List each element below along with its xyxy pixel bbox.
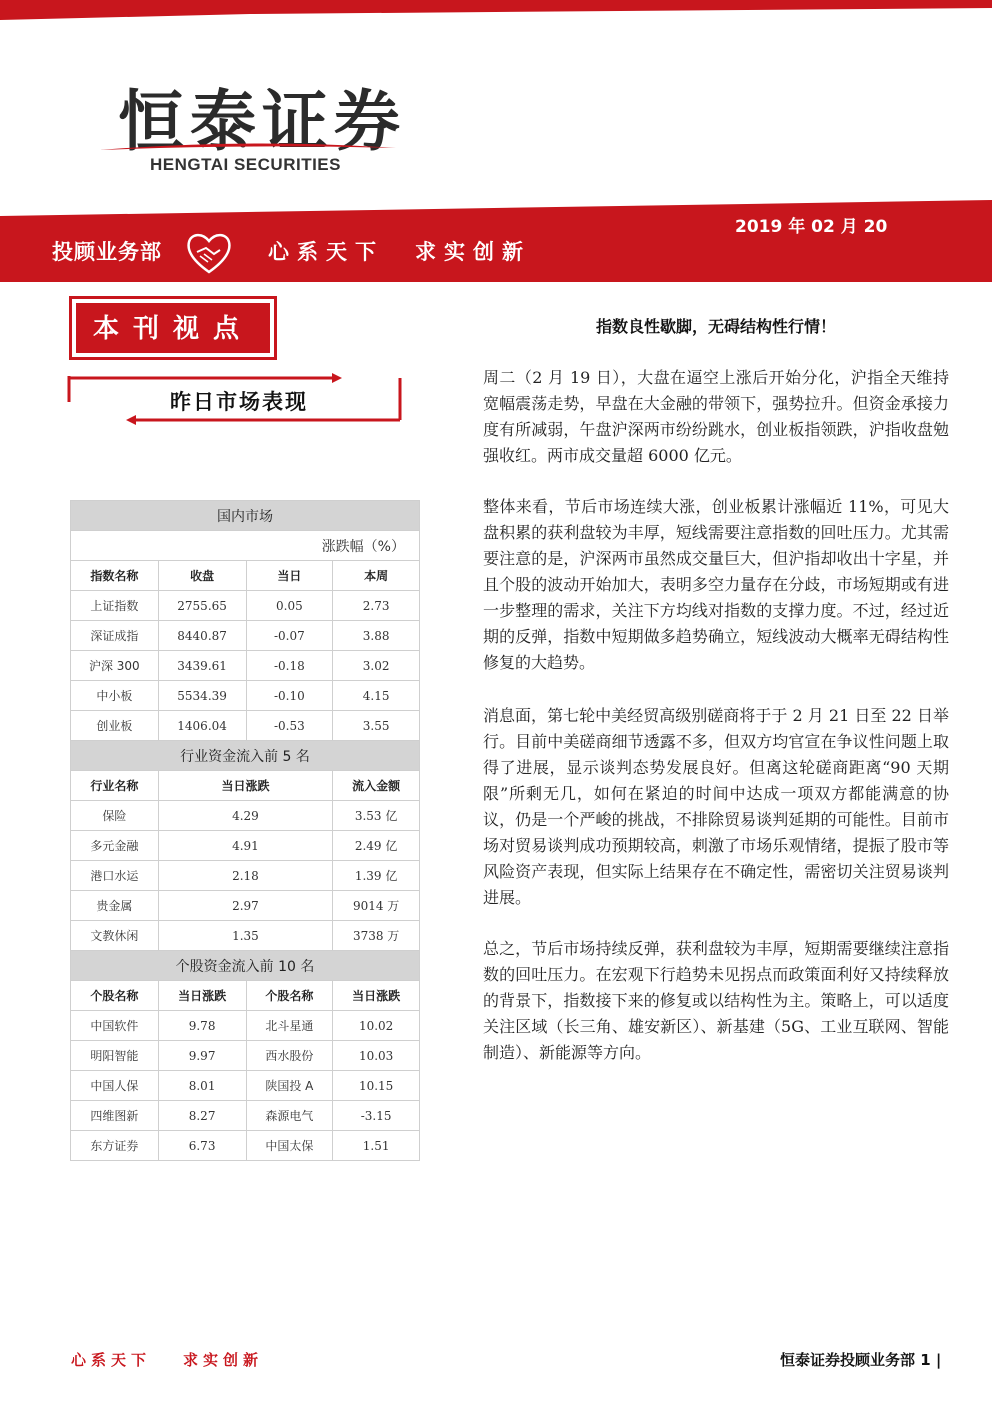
column-header: 当日 (246, 561, 333, 591)
index-name-cell: 中小板 (71, 681, 159, 711)
table-row (71, 591, 420, 621)
market-performance-label: 昨日市场表现 (170, 389, 308, 414)
value-cell: 3.53 亿 (333, 801, 420, 831)
value-cell: 2.97 (158, 891, 333, 921)
industry-name-cell: 贵金属 (71, 891, 159, 921)
column-header: 当日涨跌 (333, 981, 420, 1011)
value-cell: 3.02 (333, 651, 420, 681)
stock-name-cell: 中国太保 (246, 1131, 333, 1161)
value-cell: 4.91 (158, 831, 333, 861)
table-header-row (71, 771, 420, 801)
article-paragraph: 消息面，第七轮中美经贸高级别磋商将于于 2 月 21 日至 22 日举行。目前中美磋商细节透露不多，但双方均官宣在争议性问题上取得了进展，显示谈判态势发展良好。但离这轮磋商距离“90 天期限”所剩无几，如何在紧迫的时间中达成一项双方都能满意的协议，仍是一个严峻的挑战，不排除贸易谈判延期的可能性。目前市场对贸易谈判成功预期较高，刺激了市场乐观情绪，提振了股市等风险资产表现，但实际上结果存在不确定性，需密切关注贸易谈判进展。 (483, 706, 949, 907)
industry-name-cell: 文教休闲 (71, 921, 159, 951)
value-cell: -0.18 (246, 651, 333, 681)
value-cell: 3.55 (333, 711, 420, 741)
table-row (71, 1041, 420, 1071)
value-cell: 1.51 (333, 1131, 420, 1161)
table-row (71, 1071, 420, 1101)
value-cell: 9.97 (158, 1041, 246, 1071)
table-row (71, 891, 420, 921)
value-cell: 9.78 (158, 1011, 246, 1041)
value-cell: -0.07 (246, 621, 333, 651)
value-cell: 2.49 亿 (333, 831, 420, 861)
stock-name-cell: 东方证券 (71, 1131, 159, 1161)
value-cell: 1406.04 (158, 711, 246, 741)
table-row (71, 1011, 420, 1041)
table-row (71, 921, 420, 951)
table-row (71, 1131, 420, 1161)
column-header: 当日涨跌 (158, 771, 333, 801)
footer-motto-two: 求实创新 (183, 1351, 264, 1369)
column-header: 行业名称 (71, 771, 159, 801)
table-row (71, 831, 420, 861)
handshake-heart-icon (184, 228, 234, 282)
stock-name-cell: 陕国投 A (246, 1071, 333, 1101)
stock-name-cell: 西水股份 (246, 1041, 333, 1071)
value-cell: 4.15 (333, 681, 420, 711)
motto-two: 求实创新 (415, 240, 531, 264)
stock-name-cell: 森源电气 (246, 1101, 333, 1131)
section-title: 行业资金流入前 5 名 (71, 741, 420, 771)
value-cell: 10.15 (333, 1071, 420, 1101)
table-row (71, 621, 420, 651)
value-cell: 4.29 (158, 801, 333, 831)
value-cell: 9014 万 (333, 891, 420, 921)
industry-name-cell: 多元金融 (71, 831, 159, 861)
table-row (71, 1101, 420, 1131)
value-cell: 8440.87 (158, 621, 246, 651)
value-cell: 1.39 亿 (333, 861, 420, 891)
value-cell: 5534.39 (158, 681, 246, 711)
market-data-table (70, 500, 420, 1161)
table-row (71, 681, 420, 711)
value-cell: -0.53 (246, 711, 333, 741)
index-name-cell: 沪深 300 (71, 651, 159, 681)
viewpoint-box (69, 296, 277, 360)
value-cell: 8.01 (158, 1071, 246, 1101)
value-cell: 3439.61 (158, 651, 246, 681)
department-name: 投顾业务部 (52, 240, 162, 264)
footer-motto-one: 心系天下 (71, 1351, 152, 1369)
value-cell: 0.05 (246, 591, 333, 621)
stock-name-cell: 北斗星通 (246, 1011, 333, 1041)
table-header-row (71, 561, 420, 591)
stock-name-cell: 中国人保 (71, 1071, 159, 1101)
unit-label: 涨跌幅（%） (71, 531, 420, 561)
industry-name-cell: 港口水运 (71, 861, 159, 891)
table-header-row (71, 981, 420, 1011)
company-logo-text: 恒泰证券 (118, 83, 406, 160)
table-section-row (71, 501, 420, 531)
article-paragraph: 整体来看，节后市场连续大涨，创业板累计涨幅近 11%，可见大盘积累的获利盘较为丰厚，短线需要注意指数的回吐压力。尤其需要注意的是，沪深两市虽然成交量巨大，但沪指却收出十字星，并且个股的波动开始加大，表明多空力量存在分歧，市场短期或有进一步整理的需求，关注下方均线对指数的支撑力度。不过，经过近期的反弹，指数中短期做多趋势确立，短线波动大概率无碍结构性修复的大趋势。 (483, 497, 949, 672)
article-paragraph: 总之，节后市场持续反弹，获利盘较为丰厚，短期需要继续注意指数的回吐压力。在宏观下行趋势未见拐点而政策面利好又持续释放的背景下，指数接下来的修复或以结构性为主。策略上，可以适度关注区域（长三角、雄安新区）、新基建（5G、工业互联网、智能制造）、新能源等方向。 (483, 939, 949, 1062)
article-paragraph: 周二（2 月 19 日），大盘在逼空上涨后开始分化，沪指全天维持宽幅震荡走势，早盘在大金融的带领下，强势拉升。但资金承接力度有所减弱，午盘沪深两市纷纷跳水，创业板指领跌，沪指收盘勉强收红。两市成交量超 6000 亿元。 (483, 368, 949, 465)
stock-name-cell: 中国软件 (71, 1011, 159, 1041)
index-name-cell: 深证成指 (71, 621, 159, 651)
company-logo-english: HENGTAI SECURITIES (150, 155, 341, 174)
value-cell: -0.10 (246, 681, 333, 711)
value-cell: 3.88 (333, 621, 420, 651)
motto-one: 心系天下 (268, 240, 384, 264)
value-cell: 6.73 (158, 1131, 246, 1161)
column-header: 本周 (333, 561, 420, 591)
section-title: 国内市场 (71, 501, 420, 531)
viewpoint-title: 本刊视点 (76, 303, 270, 353)
value-cell: 3738 万 (333, 921, 420, 951)
value-cell: 2.18 (158, 861, 333, 891)
table-section-row (71, 951, 420, 981)
value-cell: 2.73 (333, 591, 420, 621)
table-row (71, 651, 420, 681)
report-date: 2019 年 02 月 20 (735, 217, 888, 237)
section-title: 个股资金流入前 10 名 (71, 951, 420, 981)
table-row (71, 711, 420, 741)
unit-row (71, 531, 420, 561)
value-cell: 8.27 (158, 1101, 246, 1131)
table-row (71, 801, 420, 831)
footer-page-label: 恒泰证券投顾业务部 1 | (780, 1351, 942, 1369)
column-header: 流入金额 (333, 771, 420, 801)
table-section-row (71, 741, 420, 771)
stock-name-cell: 四维图新 (71, 1101, 159, 1131)
column-header: 个股名称 (71, 981, 159, 1011)
value-cell: 2755.65 (158, 591, 246, 621)
index-name-cell: 创业板 (71, 711, 159, 741)
index-name-cell: 上证指数 (71, 591, 159, 621)
industry-name-cell: 保险 (71, 801, 159, 831)
value-cell: 10.03 (333, 1041, 420, 1071)
article-title: 指数良性歇脚，无碍结构性行情！ (595, 317, 836, 336)
value-cell: 10.02 (333, 1011, 420, 1041)
table-row (71, 861, 420, 891)
value-cell: 1.35 (158, 921, 333, 951)
top-red-band (0, 0, 992, 20)
column-header: 当日涨跌 (158, 981, 246, 1011)
stock-name-cell: 明阳智能 (71, 1041, 159, 1071)
column-header: 个股名称 (246, 981, 333, 1011)
value-cell: -3.15 (333, 1101, 420, 1131)
column-header: 收盘 (158, 561, 246, 591)
column-header: 指数名称 (71, 561, 159, 591)
